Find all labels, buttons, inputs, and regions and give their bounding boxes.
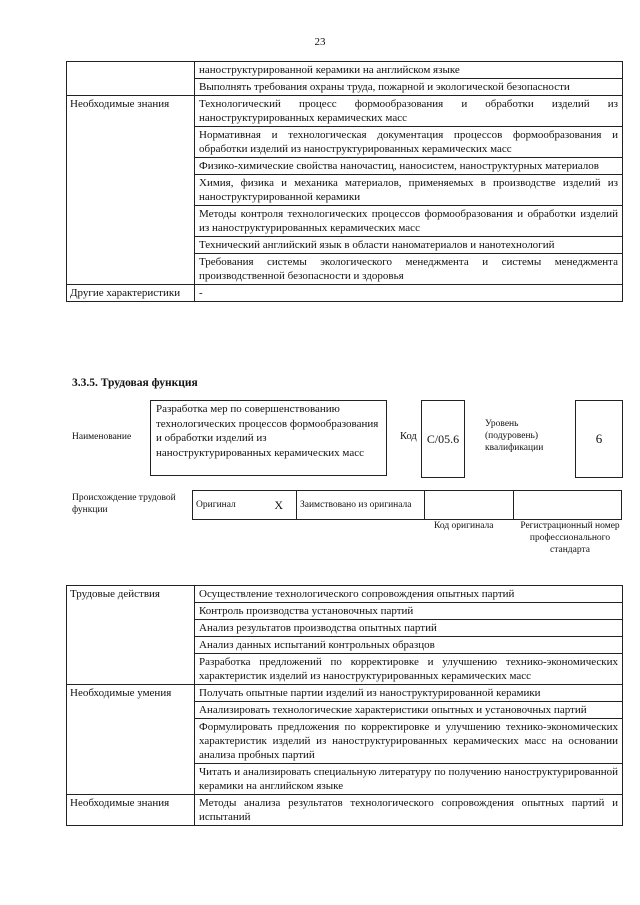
code-label: Код [400, 431, 417, 442]
table-cell: Формулировать предложения по корректировке и улучшению технико-экономических характеристик изделий из наноструктурированных керамических масс на основании анализа пробных партий [195, 719, 623, 764]
function-name-box: Разработка мер по совершенствованию технологических процессов формообразования и обработки изделий из наноструктурированных керамических масс [150, 400, 387, 476]
table-cell: Технологический процесс формообразования и обработки изделий из наноструктурированных керамических масс [195, 96, 623, 127]
table-cell: Контроль производства установочных партий [195, 603, 623, 620]
row-label [67, 62, 195, 96]
table-cell: Анализ данных испытаний контрольных образцов [195, 637, 623, 654]
row-label-knowledge: Необходимые знания [67, 795, 195, 826]
origin-code-caption: Код оригинала [434, 521, 494, 531]
table-cell: Выполнять требования охраны труда, пожарной и экологической безопасности [195, 79, 623, 96]
table-cell: Методы контроля технологических процессов формообразования и обработки изделий из наноструктурированных керамических масс [195, 206, 623, 237]
table-cell: Требования системы экологического менеджмента и системы менеджмента производственной безопасности и здоровья [195, 254, 623, 285]
row-label-other: Другие характеристики [67, 285, 195, 302]
level-label: Уровень (подуровень) квалификации [485, 419, 544, 453]
row-label-knowledge: Необходимые знания [67, 96, 195, 285]
top-requirements-table [66, 61, 623, 302]
row-label-skills: Необходимые умения [67, 685, 195, 795]
table-cell: Методы анализа результатов технологического сопровождения опытных партий и испытаний [195, 795, 623, 826]
row-label-actions: Трудовые действия [67, 586, 195, 685]
table-row [67, 62, 623, 79]
bottom-requirements-table [66, 585, 623, 826]
table-cell: Читать и анализировать специальную литературу по получению наноструктурированной керамики на английском языке [195, 764, 623, 795]
table-row [67, 96, 623, 127]
origin-borrowed: Заимствовано из оригинала [297, 491, 425, 520]
origin-table [192, 490, 622, 520]
section-heading: 3.3.5. Трудовая функция [72, 377, 198, 389]
level-box: 6 [575, 400, 623, 478]
page-number: 23 [314, 36, 326, 48]
origin-reg-caption: Регистрационный номер профессионального стандарта [520, 521, 620, 555]
name-label: Наименование [72, 432, 132, 442]
origin-code-cell [425, 491, 514, 520]
table-cell: Физико-химические свойства наночастиц, наносистем, наноструктурных материалов [195, 158, 623, 175]
table-cell: Осуществление технологического сопровождения опытных партий [195, 586, 623, 603]
code-box: С/05.6 [421, 400, 465, 478]
table-row [67, 795, 623, 826]
origin-label: Происхождение трудовой функции [72, 493, 176, 515]
table-cell: Анализ результатов производства опытных партий [195, 620, 623, 637]
table-cell: Химия, физика и механика материалов, применяемых в производстве изделий из наноструктурированной керамики [195, 175, 623, 206]
table-cell: Получать опытные партии изделий из наноструктурированной керамики [195, 685, 623, 702]
origin-reg-cell [514, 491, 622, 520]
table-cell: - [195, 285, 623, 302]
origin-original-cell [193, 491, 297, 520]
table-cell: Разработка предложений по корректировке и улучшению технико-экономических характеристик изделий из наноструктурированных керамических масс [195, 654, 623, 685]
table-row [67, 685, 623, 702]
table-cell: Анализировать технологические характеристики опытных и установочных партий [195, 702, 623, 719]
table-row [67, 586, 623, 603]
origin-mark: X [274, 497, 283, 512]
table-cell: Нормативная и технологическая документация процессов формообразования и обработки изделий из наноструктурированных керамических масс [195, 127, 623, 158]
table-row [67, 285, 623, 302]
origin-original: Оригинал [196, 499, 236, 510]
table-cell: наноструктурированной керамики на английском языке [195, 62, 623, 79]
table-cell: Технический английский язык в области наноматериалов и нанотехнологий [195, 237, 623, 254]
